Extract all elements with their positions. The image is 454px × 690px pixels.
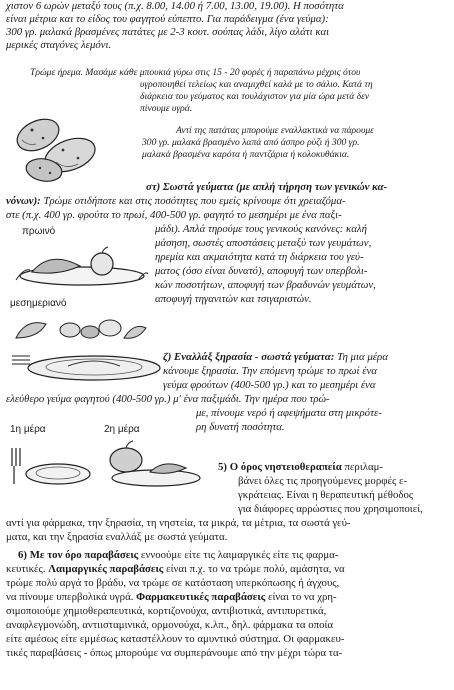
day2-food-illustration: [96, 438, 206, 488]
label-day-1: 1η μέρα: [10, 424, 46, 435]
section-6-line-1: [18, 549, 338, 562]
section-6-line-4: [6, 591, 337, 604]
section-st-line-3: στε (π.χ. 400 γρ. φρούτα το πρωί, 400-500 γρ. φαγητό το μεσημέρι με ένα παξι-: [6, 209, 342, 221]
section-6-line-5: σιμοποιούμε χημιοθεραπευτικά, κορτιζονούχα, αντιβιοτικά, αντιπυρετικά,: [6, 605, 327, 617]
section-5-line-4: για διάφορες αρρώστιες που χρησιμοποιεί,: [238, 503, 423, 515]
section-5-line-5: αντί για φάρμακα, την ξηρασία, τη νηστεία, τα μικρά, τα μέτρια, τα σωστά γεύ-: [6, 517, 351, 529]
intro-line-1: χιστον 6 ωρών μεταξύ τους (π.χ. 8.00, 14.00 ή 7.00, 13.00, 19.00). Η ποσότητα: [6, 0, 344, 12]
section-st-line-2-text: Τρώμε οτιδήποτε και στις ποσότητες που εμείς κρίνουμε ότι χρειαζόμα-: [40, 195, 346, 207]
section-z-line-1: [163, 351, 388, 364]
section-5-line-3: γκράτειας. Είναι η θεραπευτική μέθοδος: [238, 489, 414, 501]
section-6-line-8: τικές παραβάσεις - όπως μπορούμε να συμπεράνουμε από την μέχρι τώρα τα-: [6, 647, 343, 659]
section-6-line-2-a: κευτικές.: [6, 563, 49, 575]
section-z-heading: ζ) Εναλλάξ ξηρασία - σωστά γεύματα:: [163, 351, 335, 363]
section-st-heading: στ) Σωστά γεύματα (με απλή τήρηση των γενικών κα-: [146, 181, 388, 193]
section-6-pharma-term: Φαρμακευτικές παραβάσεις: [136, 591, 266, 603]
section-5-heading: 5) Ο όρος νηστειοθεραπεία: [218, 461, 342, 473]
section-z-line-4: ελεύθερο γεύμα φαγητού (400-500 γρ.) μ' ένα παξιμάδι. Την ημέρα που τρώ-: [6, 393, 330, 405]
section-6-line-3: τρώμε πολύ αργά το βράδυ, να τρώμε σε κατάσταση υπερκόπωσης ή άγχους,: [6, 577, 340, 589]
label-morning: πρωινό: [22, 226, 56, 237]
section-6-line-7: είτε αμέσως είτε εμμέσως καταστέλλουν το αμυντικό σύστημα. Οι φαρμακευ-: [6, 633, 345, 645]
intro-line-3: 300 γρ. μαλακά βρασμένες πατάτες με 2-3 κουτ. σούπας λάδι, λίγο αλάτι και: [6, 26, 330, 38]
potato-note-5: Αντί της πατάτας μπορούμε εναλλακτικά να πάρουμε: [176, 125, 374, 136]
section-st-line-2: [6, 195, 346, 208]
section-6-line-4-a: να πίνουμε υπερβολικά υγρά.: [6, 591, 137, 603]
potatoes-illustration: [8, 100, 118, 195]
potato-note-1: Τρώμε ήρεμα. Μασάμε κάθε μπουκιά γύρω στις 15 - 20 φορές ή παραπάνω μέχρις ότου: [30, 67, 361, 78]
label-day-2: 2η μέρα: [104, 424, 140, 435]
section-5-line-1-text: περιλαμ-: [341, 461, 384, 473]
section-6-heading: 6) Με τον όρο παραβάσεις: [18, 549, 139, 561]
section-6-line-2-b: είναι π.χ. το να τρώμε πολύ, αμάσητα, να: [163, 563, 345, 575]
section-5-line-6: ματα, και την ξηρασία εναλλάξ με σωστά γεύματα.: [6, 531, 228, 543]
section-6-line-4-b: είναι το να χρη-: [265, 591, 337, 603]
section-st-line-7: ματος (όσο είναι δυνατό), αποφυγή των υπερβολι-: [155, 265, 368, 277]
section-5-line-1: [218, 461, 383, 474]
potato-note-7: μαλακά βρασμένα καρότα ή παντζάρια ή κολοκυθάκια.: [142, 149, 350, 160]
section-5-line-2: βάνει όλες τις προηγούμενες μορφές ε-: [238, 475, 408, 487]
morning-plate-illustration: [12, 240, 152, 288]
section-z-line-2: κάνουμε ξηρασία. Την επόμενη τρώμε το πρωί ένα: [163, 365, 377, 377]
potato-note-6: 300 γρ. μαλακά βρασμένο λαπά από άσπρο ρύζι ή 300 γρ.: [142, 137, 360, 148]
section-st-line-6: ηρεμία και ακμαιότητα κατά τη διάρκεια του γεύ-: [155, 251, 364, 263]
section-z-line-6: ρη δυνατή ποσότητα.: [196, 421, 285, 433]
intro-line-2: είναι μέτρια και το είδος του φαγητού εύπεπτο. Για παράδειγμα (ένα γεύμα):: [6, 13, 329, 25]
section-6-line-6: αναφλεγμονώδη, αντιισταμινικά, ορμονούχα, κ.λπ., δηλ. φάρμακα τα οποία: [6, 619, 334, 631]
section-6-line-1-text: εννοούμε είτε τις λαιμαργικές είτε τις φαρμα-: [138, 549, 339, 561]
intro-line-4: μερικές σταγόνες λεμόνι.: [6, 39, 112, 51]
section-st-line-5: μάσηση, σωστές αποστάσεις μεταξύ των γευμάτων,: [155, 237, 372, 249]
section-st-line-8: κών ποσοτήτων, αποφυγή των βραδυνών γευμάτων,: [155, 279, 376, 291]
day1-empty-plate-illustration: [6, 440, 96, 490]
label-noon: μεσημεριανό: [10, 298, 67, 309]
potato-note-3: διάρκεια του γεύματος και τουλάχιστον για μία ώρα μετά δεν: [140, 91, 370, 102]
potato-note-2: υγροποιηθεί τελείως και αναμιχθεί καλά με το σάλιο. Κατά τη: [140, 79, 373, 90]
section-z-line-3: γεύμα φρούτων (400-500 γρ.) και το μεσημέρι ένα: [163, 379, 376, 391]
section-st-heading-cont: νόνων):: [6, 195, 41, 207]
potato-note-4: πίνουμε υγρά.: [140, 103, 193, 114]
section-6-line-2: [6, 563, 345, 576]
section-st-line-4: μάδι). Απλά τηρούμε τους γενικούς κανόνες: καλή: [155, 223, 367, 235]
section-z-line-5: με, πίνουμε νερό ή αφεψήματα στη μικρότε-: [196, 407, 382, 419]
section-6-gluttony-term: Λαιμαργικές παραβάσεις: [48, 563, 164, 575]
noon-plate-illustration: [8, 338, 168, 388]
section-z-line-1-text: Τη μια μέρα: [334, 351, 388, 363]
section-st-line-9: αποφυγή τηγανιτών και τσιγαριστών.: [155, 293, 312, 305]
